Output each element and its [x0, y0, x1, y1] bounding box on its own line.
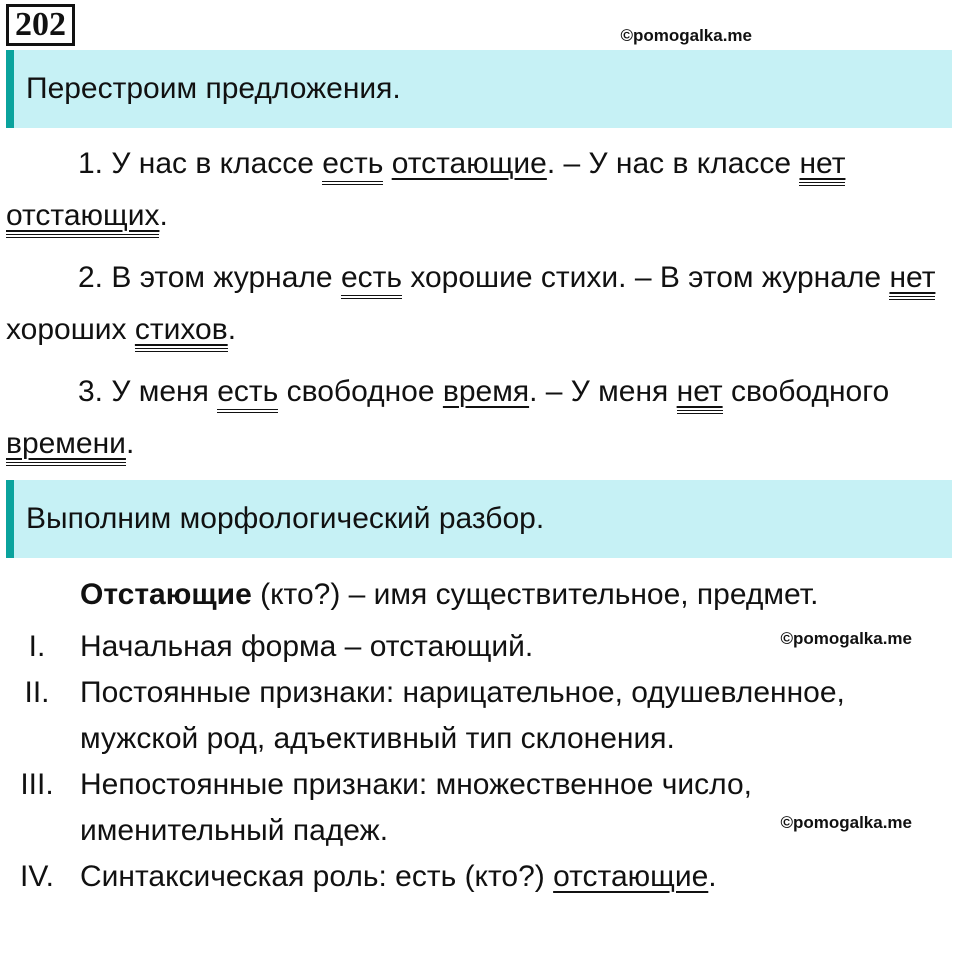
sentence-2: 2. В этом журнале есть хорошие стихи. – В этом журнале нет хороших стихов.: [6, 252, 952, 356]
watermark: ©pomogalka.me: [780, 629, 912, 648]
sentence-3: 3. У меня есть свободное время. – У меня нет свободного времени.: [6, 366, 952, 470]
list-item: IV. Синтаксическая роль: есть (кто?) отстающие.: [20, 860, 717, 893]
watermark: ©pomogalka.me: [780, 813, 912, 832]
watermark: ©pomogalka.me: [620, 26, 752, 45]
section-heading: Выполним морфологический разбор.: [6, 480, 952, 558]
parse-intro: Отстающие (кто?) – имя существительное, предмет.: [80, 578, 819, 611]
header: [6, 4, 952, 46]
exercise-number: 202: [6, 4, 75, 46]
list-item: I. ©pomogalka.me Начальная форма – отстающий.: [6, 624, 952, 670]
list-item: III. Непостоянные признаки: множественное число, именительный падеж. ©pomogalka.me: [20, 768, 912, 847]
list-item: II. Постоянные признаки: нарицательное, одушевленное, мужской род, адъективный тип склонения.: [24, 676, 845, 755]
sentence-1: 1. У нас в классе есть отстающие. – У нас в классе нет отстающих.: [6, 138, 952, 242]
section-heading: Перестроим предложения.: [6, 50, 952, 128]
